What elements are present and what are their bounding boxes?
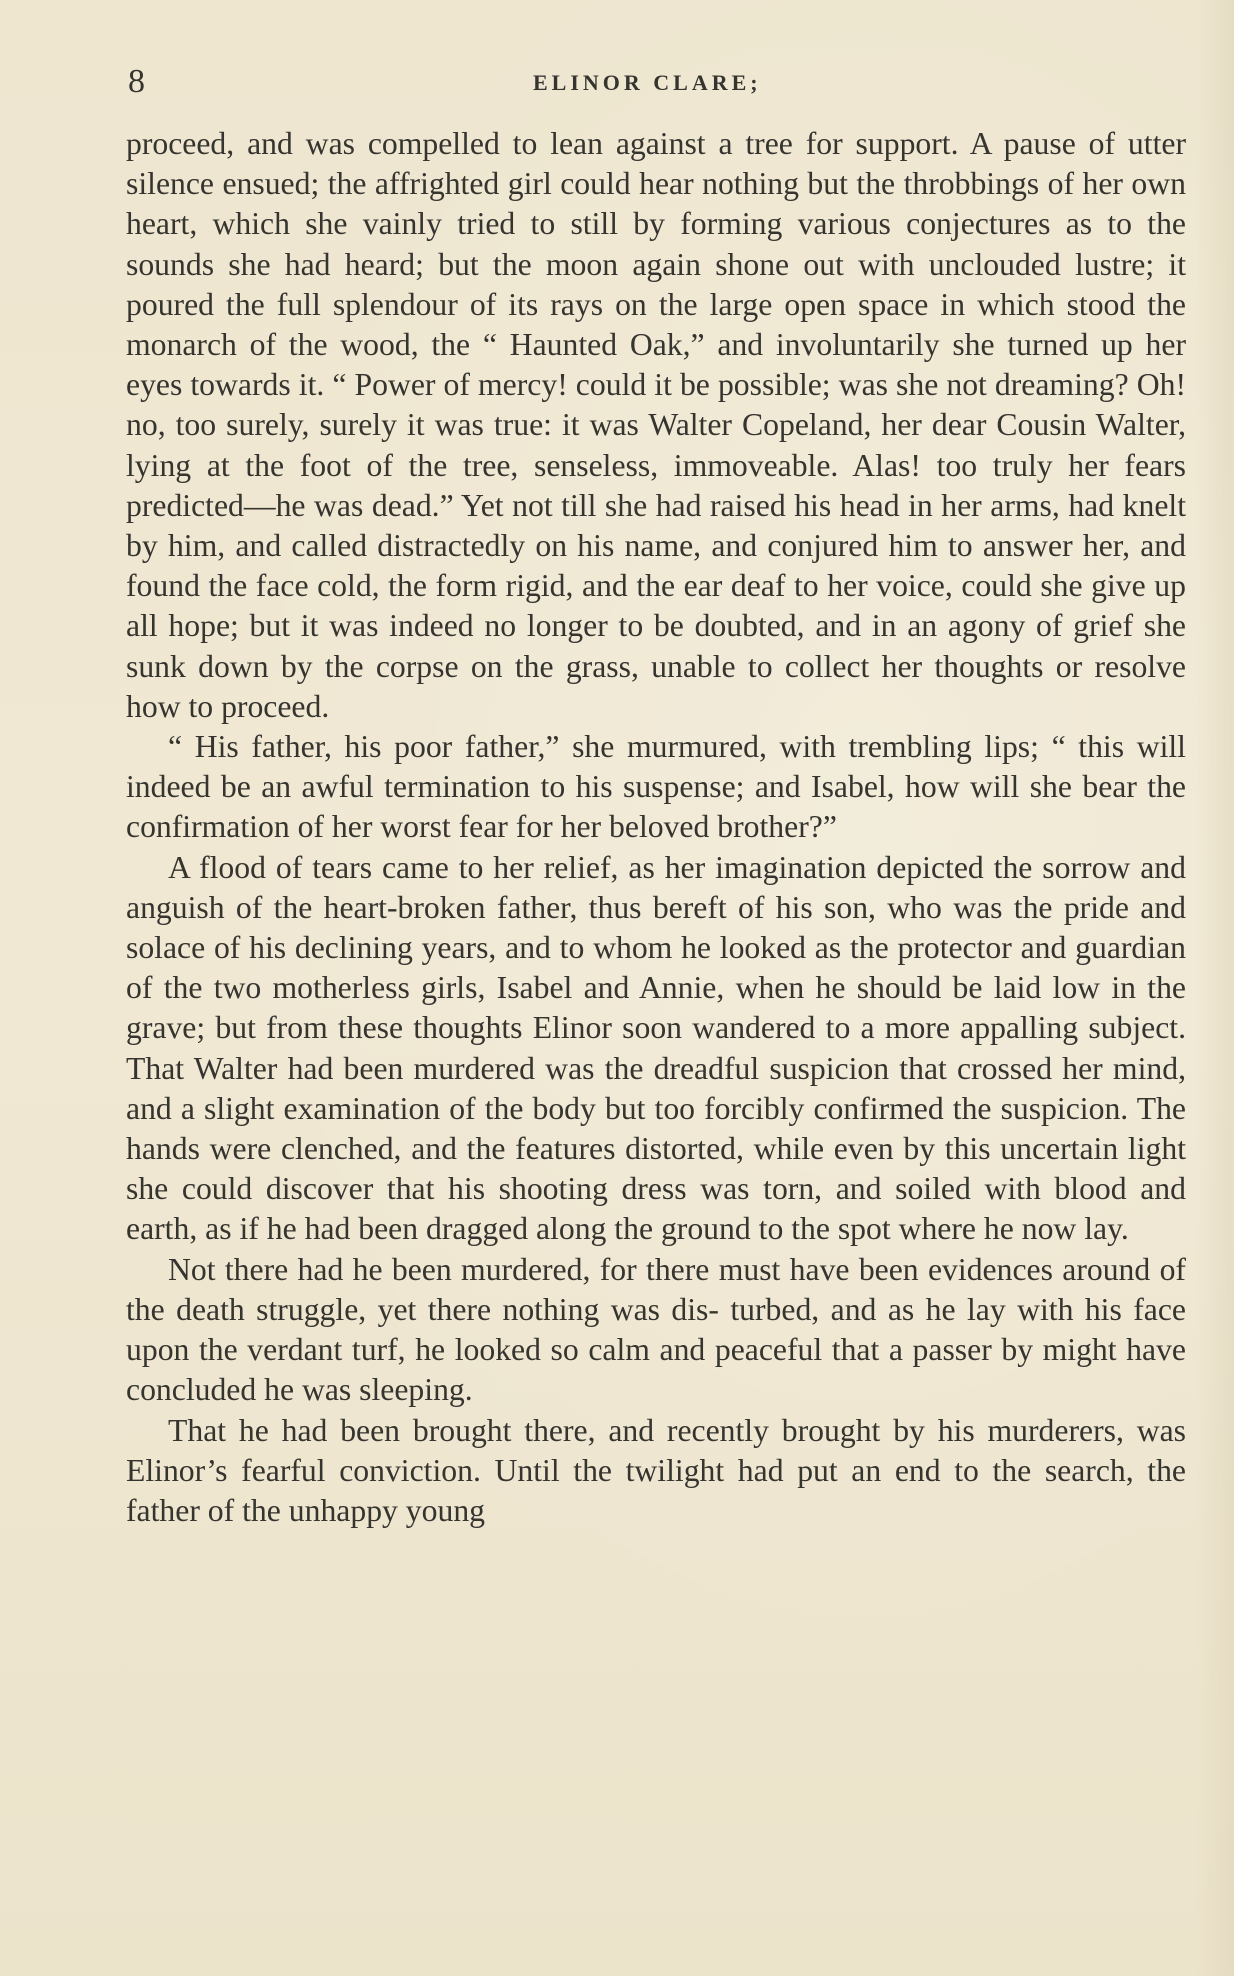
running-head: ELINOR CLARE; bbox=[533, 70, 762, 95]
page-header bbox=[128, 62, 1188, 102]
paragraph-4: Not there had he been murdered, for there must have been evidences around of the death struggle, yet there nothing was dis- turbed, and as he lay with his face upon the verdant turf, he looked so calm and peaceful that a passer by might have concluded he was sleeping. bbox=[126, 1251, 1186, 1408]
page-number: 8 bbox=[128, 63, 145, 100]
paragraph-3: A flood of tears came to her relief, as her imagination depicted the sorrow and anguish of the heart-broken father, thus bereft of his son, who was the pride and solace of his declining years, and to whom he looked as the protector and guardian of the two motherless girls, Isabel and Annie, when he should be laid low in the grave; but from these thoughts Elinor soon wandered to a more appalling subject. That Walter had been murdered was the dreadful suspicion that crossed her mind, and a slight examination of the body but too forcibly confirmed the suspicion. The hands were clenched, and the features distorted, while even by this uncertain light she could discover that his shooting dress was torn, and soiled with blood and earth, as if he had been dragged along the ground to the spot where he now lay. bbox=[126, 849, 1186, 1247]
paragraph-5: That he had been brought there, and recently brought by his murderers, was Elinor’s fearful conviction. Until the twilight had put an end to the search, the father of the unhappy young bbox=[126, 1412, 1186, 1528]
body-text bbox=[126, 124, 1186, 1531]
page-edge-shadow bbox=[1196, 0, 1234, 1976]
paragraph-1: proceed, and was compelled to lean against a tree for support. A pause of utter silence ensued; the affrighted girl could hear nothing but the throbbings of her own heart, which she vainly tried to still by forming various conjectures as to the sounds she had heard; but the moon again shone out with unclouded lustre; it poured the full splendour of its rays on the large open space in which stood the monarch of the wood, the “ Haunted Oak,” and involuntarily she turned up her eyes towards it. “ Power of mercy! could it be possible; was she not dreaming? Oh! no, too surely, surely it was true: it was Walter Copeland, her dear Cousin Walter, lying at the foot of the tree, senseless, immoveable. Alas! too truly her fears predicted—he was dead.” Yet not till she had raised his head in her arms, had knelt by him, and called distractedly on his name, and conjured him to answer her, and found the face cold, the form rigid, and the ear deaf to her voice, could she give up all hope; but it was indeed no longer to be doubted, and in an agony of grief she sunk down by the corpse on the grass, unable to collect her thoughts or resolve how to proceed. bbox=[126, 126, 1186, 724]
paragraph-2: “ His father, his poor father,” she murmured, with trembling lips; “ this will indeed be an awful termination to his suspense; and Isabel, how will she bear the confirmation of her worst fear for her beloved brother?” bbox=[126, 729, 1186, 845]
